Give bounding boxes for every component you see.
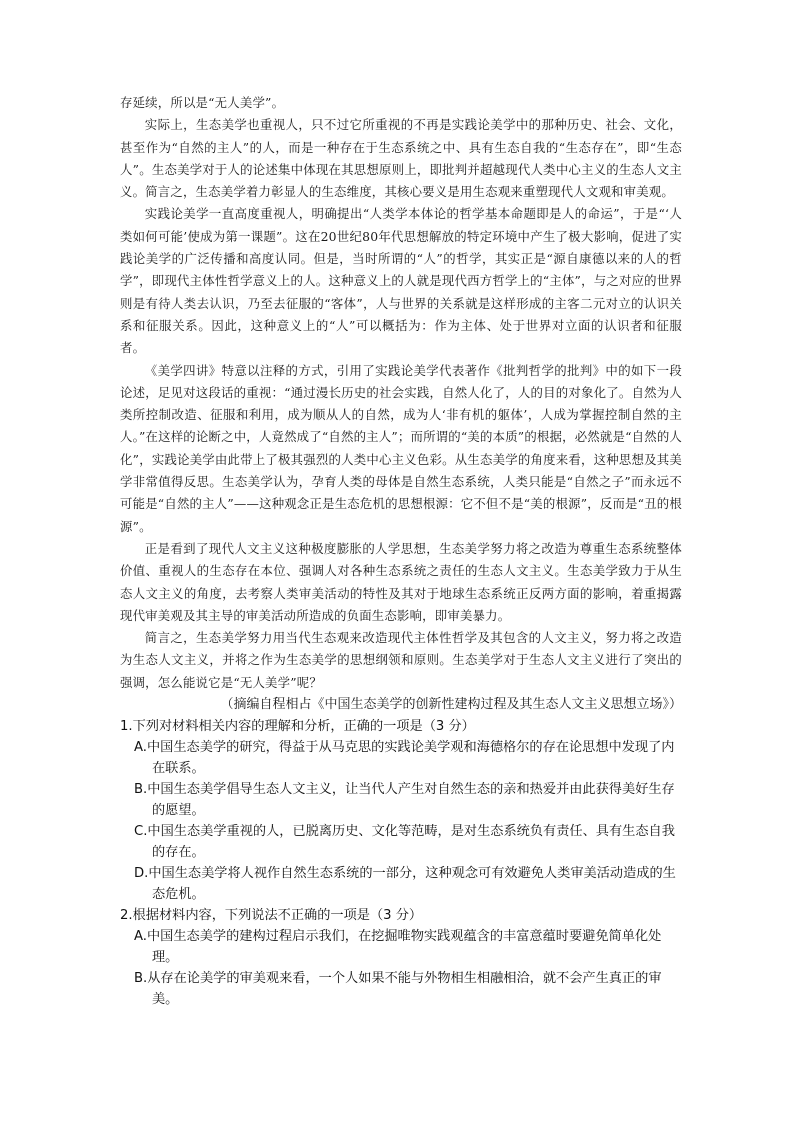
source-citation: （摘编自程相占《中国生态美学的创新性建构过程及其生态人文主义思想立场》） xyxy=(220,697,682,713)
option-a: A.中国生态美学的建构过程启示我们，在挖掘唯物实践观蕴含的丰富意蕴时要避免简单化处理。 xyxy=(134,929,662,966)
question-stem: 2.根据材料内容，下列说法不正确的一项是（3 分） xyxy=(120,908,423,924)
option-d: D.中国生态美学将人视作自然生态系统的一部分，这种观念可有效避免人类审美活动造成的生态危机。 xyxy=(134,866,676,903)
paragraph-practice-aesthetics: 实践论美学一直高度重视人，明确提出“人类学本体论的哲学基本命题即是人的命运”，于是“‘人类如何可能’使成为第一课题”。这在20世纪80年代思想解放的特定环境中产生了极大影响，促进了实践论美学的广泛传播和高度认同。但是，当时所谓的“人”的哲学，其实正是“源自康德以来的人的哲学”，即现代主体性哲学意义上的人。这种意义上的人就是现代西方哲学上的“主体”，与之对应的世界则是有待人类去认识，乃至去征服的“客体”，人与世界的关系就是这样形成的主客二元对立的认识关系和征服关系。因此，这种意义上的“人”可以概括为：作为主体、处于世界对立面的认识者和征服者。 xyxy=(120,206,682,356)
question-1 xyxy=(120,716,682,905)
option-b: B.从存在论美学的审美观来看，一个人如果不能与外物相生相融相洽，就不会产生真正的审美。 xyxy=(134,971,662,1008)
question-stem: 1.下列对材料相关内容的理解和分析，正确的一项是（3 分） xyxy=(120,719,475,735)
paragraph-eco-humanism: 正是看到了现代人文主义这种极度膨胀的人学思想，生态美学努力将之改造为尊重生态系统整体价值、重视人的生态存在本位、强调人对各种生态系统之责任的生态人文主义。生态美学致力于从生态人文主义的角度，去考察人类审美活动的特性及其对于地球生态系统正反两方面的影响，着重揭露现代审美观及其主导的审美活动所造成的负面生态影响，即审美暴力。 xyxy=(120,540,682,623)
paragraph-eco-human: 实际上，生态美学也重视人，只不过它所重视的不再是实践论美学中的那种历史、社会、文化，甚至作为“自然的主人”的人，而是一种存在于生态系统之中、具有生态自我的“生态存在”，即“生态人”。生态美学对于人的论述集中体现在其思想原则上，即批判并超越现代人类中心主义的生态人文主义。简言之，生态美学着力彰显人的生态维度，其核心要义是用生态观来重塑现代人文观和审美观。 xyxy=(120,117,682,200)
paragraph-conclusion: 简言之，生态美学努力用当代生态观来改造现代主体性哲学及其包含的人文主义，努力将之改造为生态人文主义，并将之作为生态美学的思想纲领和原则。生态美学对于生态人文主义进行了突出的强调，怎么能说它是“无人美学”呢？ xyxy=(120,630,682,690)
question-2 xyxy=(120,905,682,1010)
option-a: A.中国生态美学的研究，得益于从马克思的实践论美学观和海德格尔的存在论思想中发现了内在联系。 xyxy=(134,740,675,777)
questions-section xyxy=(120,716,682,1010)
article-body xyxy=(120,92,682,694)
option-b: B.中国生态美学倡导生态人文主义，让当代人产生对自然生态的亲和热爱并由此获得美好生存的愿望。 xyxy=(134,782,675,819)
paragraph-four-lectures: 《美学四讲》特意以注释的方式，引用了实践论美学代表著作《批判哲学的批判》中的如下一段论述，足见对这段话的重视：“通过漫长历史的社会实践，自然人化了，人的目的对象化了。自然为人类所控制改造、征服和利用，成为顺从人的自然，成为人‘非有机的躯体’，人成为掌握控制自然的主人。”在这样的论断之中，人竟然成了“自然的主人”；而所谓的“美的本质”的根据，必然就是“自然的人化”，实践论美学由此带上了极其强烈的人类中心主义色彩。从生态美学的角度来看，这种思想及其美学非常值得反思。生态美学认为，孕育人类的母体是自然生态系统，人类只能是“自然之子”而永远不可能是“自然的主人”——这种观念正是生态危机的思想根源：它不但不是“美的根源”，反而是“丑的根源”。 xyxy=(120,362,682,534)
option-c: C.中国生态美学重视的人，已脱离历史、文化等范畴，是对生态系统负有责任、具有生态自我的存在。 xyxy=(134,824,675,861)
paragraph-continuation: 存延续，所以是“无人美学”。 xyxy=(120,95,285,110)
